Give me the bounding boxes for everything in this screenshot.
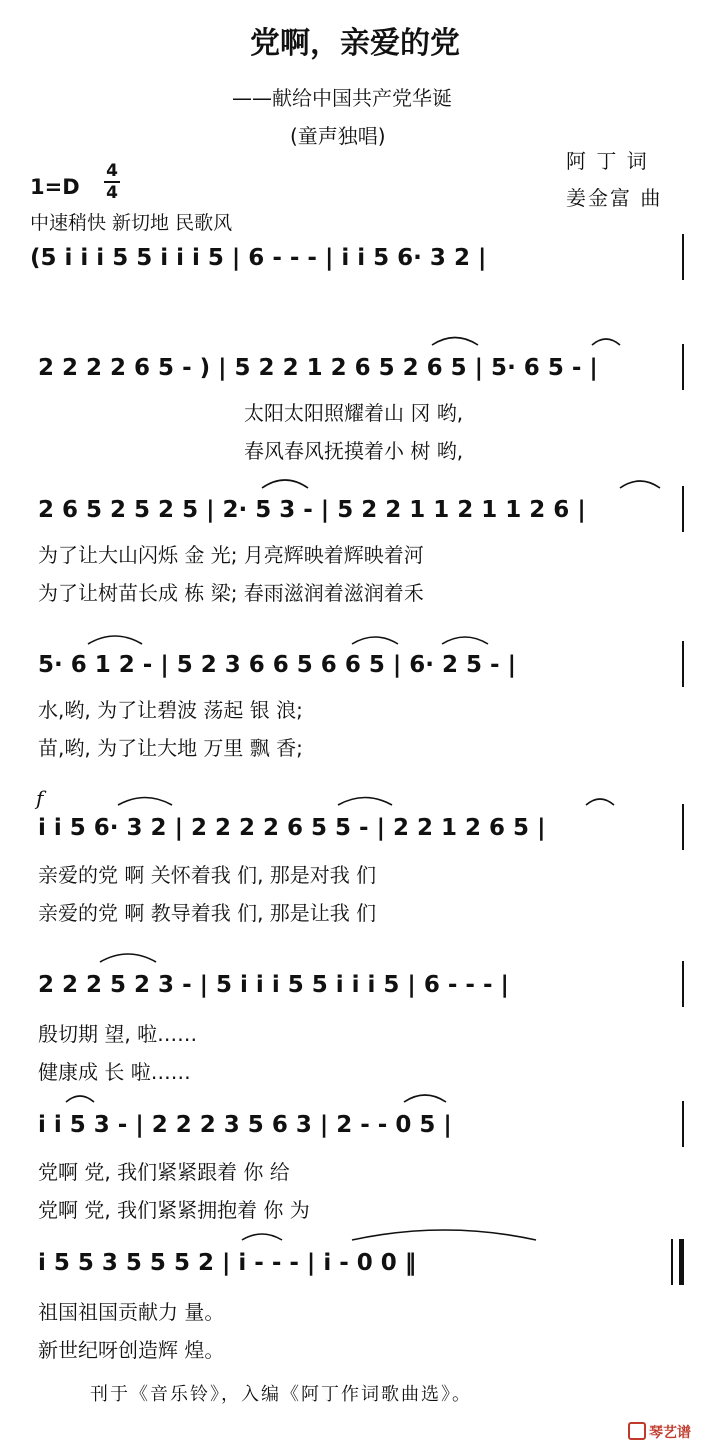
meter-top: 4 xyxy=(106,161,118,181)
site-watermark xyxy=(628,1422,691,1442)
notes-line: 5· 6 1 2 - | 5 2 3 6 6 5 6 6 5 | 6· 2 5 - | xyxy=(38,652,516,678)
slur xyxy=(118,798,172,806)
notes-line: 2 2 2 5 2 3 - | 5 i i i 5 5 i i i 5 | 6 - - - | xyxy=(38,972,509,998)
slur xyxy=(338,798,392,806)
publication-note: 刊于《音乐铃》，入编《阿丁作词歌曲选》。 xyxy=(90,1384,472,1405)
lyrics-verse-2: 亲爱的党 啊 教导着我 们, 那是让我 们 xyxy=(38,901,377,925)
notes-line: i 5 5 3 5 5 5 2 | i - - - | i - 0 0 ‖ xyxy=(38,1250,417,1276)
lyrics-verse-2: 健康成 长 啦…… xyxy=(38,1060,191,1084)
slur xyxy=(404,1095,446,1102)
voice-type: (童声独唱) xyxy=(290,124,386,148)
slur xyxy=(262,480,308,488)
notes-line: i i 5 3 - | 2 2 2 3 5 6 3 | 2 - - 0 5 | xyxy=(38,1112,452,1138)
lyrics-verse-2: 为了让树苗长成 栋 梁; 春雨滋润着滋润着禾 xyxy=(38,581,424,605)
lyrics-verse-1: 为了让大山闪烁 金 光; 月亮辉映着辉映着河 xyxy=(38,543,424,567)
slur xyxy=(432,338,478,346)
lyrics-verse-2: 党啊 党, 我们紧紧拥抱着 你 为 xyxy=(38,1198,310,1222)
slur xyxy=(352,637,398,644)
tempo-marking: 中速稍快 新切地 民歌风 xyxy=(30,212,233,234)
song-title: 党啊，亲爱的党 xyxy=(250,26,460,61)
key-signature: 1=D xyxy=(30,175,80,199)
slur xyxy=(586,799,614,805)
slur xyxy=(242,1234,282,1240)
dynamic-marking: f xyxy=(36,786,44,810)
slur xyxy=(352,1230,536,1240)
lyrics-verse-1: 水,哟, 为了让碧波 荡起 银 浪; xyxy=(38,698,303,722)
slur xyxy=(88,636,142,644)
lyrics-verse-1: 亲爱的党 啊 关怀着我 们, 那是对我 们 xyxy=(38,863,377,887)
notes-line: 2 6 5 2 5 2 5 | 2· 5 3 - | 5 2 2 1 1 2 1 1 2 6 | xyxy=(38,497,586,523)
lyrics-verse-1: 祖国祖国贡献力 量。 xyxy=(38,1300,225,1324)
time-signature xyxy=(104,162,120,202)
lyrics-verse-2: 春风春风抚摸着小 树 哟, xyxy=(244,439,464,463)
slur xyxy=(442,637,488,644)
watermark-text: 琴艺谱 xyxy=(649,1425,691,1441)
slur xyxy=(66,1096,94,1102)
notes-line: i i 5 6· 3 2 | 2 2 2 2 6 5 5 - | 2 2 1 2 6 5 | xyxy=(38,815,546,841)
lyricist-credit: 阿 丁 词 xyxy=(566,149,649,173)
lyrics-verse-2: 苗,哟, 为了让大地 万里 飘 香; xyxy=(38,736,303,760)
slur xyxy=(592,339,620,345)
meter-bottom: 4 xyxy=(106,183,118,203)
slur xyxy=(620,481,660,488)
song-subtitle: ——献给中国共产党华诞 xyxy=(232,86,452,110)
notes-line: (5 i i i 5 5 i i i 5 | 6 - - - | i i 5 6· 3 2 | xyxy=(30,245,487,271)
lyrics-verse-2: 新世纪呀创造辉 煌。 xyxy=(38,1338,225,1362)
composer-credit: 姜金富 曲 xyxy=(566,186,663,210)
notes-line: 2 2 2 2 6 5 - ) | 5 2 2 1 2 6 5 2 6 5 | 5· 6 5 - | xyxy=(38,355,598,381)
lyrics-verse-1: 党啊 党, 我们紧紧跟着 你 给 xyxy=(38,1160,290,1184)
lyrics-verse-1: 太阳太阳照耀着山 冈 哟, xyxy=(244,401,464,425)
logo-icon xyxy=(628,1422,646,1440)
slur xyxy=(100,954,156,962)
lyrics-verse-1: 殷切期 望, 啦…… xyxy=(38,1022,198,1046)
barline-final-thick xyxy=(679,1239,684,1285)
